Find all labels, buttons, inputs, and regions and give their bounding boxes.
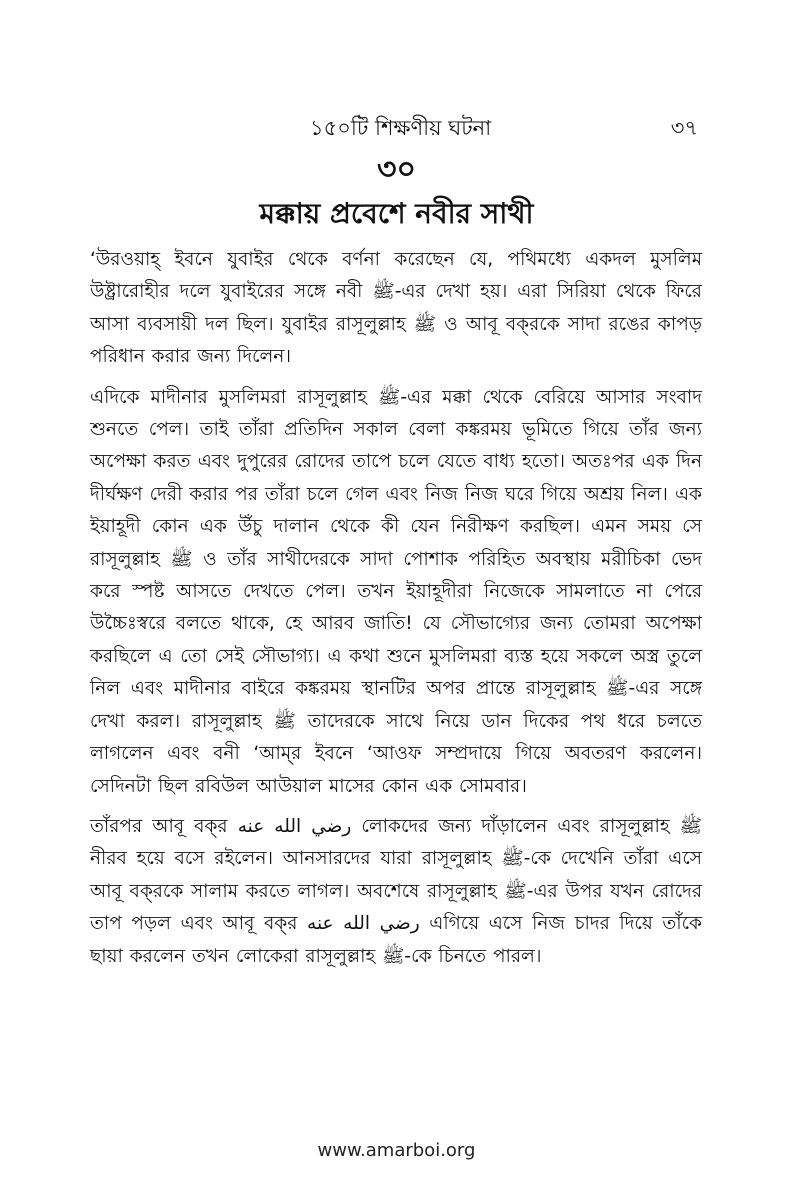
body-text [90, 244, 702, 981]
paragraph-2: এদিকে মাদীনার মুসলিমরা রাসূলুল্লাহ ﷺ-এর মক্কা থেকে বেরিয়ে আসার সংবাদ শুনতে পেল। তাই তাঁরা প্রতিদিন সকাল বেলা কঙ্করময় ভূমিতে গিয়ে তাঁর জন্য অপেক্ষা করত এবং দুপুরের রোদের তাপে চলে যেতে বাধ্য হতো। অতঃপর এক দিন দীর্ঘক্ষণ দেরী করার পর তাঁরা চলে গেল এবং নিজ নিজ ঘরে গিয়ে অশ্রয় নিল। এক ইয়াহূদী কোন এক উঁচু দালান থেকে কী যেন নিরীক্ষণ করছিল। এমন সময় সে রাসূলুল্লাহ ﷺ ও তাঁর সাথীদেরকে সাদা পোশাক পরিহিত অবস্থায় মরীচিকা ভেদ করে স্পষ্ট আসতে দেখতে পেল। তখন ইয়াহূদীরা নিজেকে সামলাতে না পেরে উচ্চৈঃস্বরে বলতে থাকে, হে আরব জাতি! যে সৌভাগ্যের জন্য তোমরা অপেক্ষা করছিলে এ তো সেই সৌভাগ্য। এ কথা শুনে মুসলিমরা ব্যস্ত হয়ে সকলে অস্ত্র তুলে নিল এবং মাদীনার বাইরে কঙ্করময় স্থানটির অপর প্রান্তে রাসূলুল্লাহ ﷺ-এর সঙ্গে দেখা করল। রাসূলুল্লাহ ﷺ তাদেরকে সাথে নিয়ে ডান দিকের পথ ধরে চলতে লাগলেন এবং বনী ‘আম্‌র ইবনে ‘আওফ সম্প্রদায়ে গিয়ে অবতরণ করলেন। সেদিনটা ছিল রবিউল আউয়াল মাসের কোন এক সোমবার। [90, 386, 703, 797]
page-number: ৩৭ [670, 116, 698, 140]
chapter-number: ৩০ [376, 152, 416, 187]
running-header-title: ১৫০টি শিক্ষণীয় ঘটনা [310, 116, 492, 140]
chapter-title: মক্কায় প্রবেশে নবীর সাথী [259, 197, 534, 230]
footer-website: www.amarboi.org [317, 1140, 476, 1161]
paragraph-1: ‘উরওয়াহ্ ইবনে যুবাইর থেকে বর্ণনা করেছেন যে, পথিমধ্যে একদল মুসলিম উষ্ট্রারোহীর দলে যুবাইরের সঙ্গে নবী ﷺ-এর দেখা হয়। এরা সিরিয়া থেকে ফিরে আসা ব্যবসায়ী দল ছিল। যুবাইর রাসূলুল্লাহ ﷺ ও আবূ বক্‌রকে সাদা রঙের কাপড় পরিধান করার জন্য দিলেন। [90, 249, 702, 368]
paragraph-3: তাঁরপর আবূ বক্‌র رضي الله عنه লোকদের জন্য দাঁড়ালেন এবং রাসূলুল্লাহ ﷺ নীরব হয়ে বসে রইলেন। আনসারদের যারা রাসূলুল্লাহ ﷺ-কে দেখেনি তাঁরা এসে আবূ বক্‌রকে সালাম করতে লাগল। অবশেষে রাসূলুল্লাহ ﷺ-এর উপর যখন রোদের তাপ পড়ল এবং আবূ বক্‌র رضي الله عنه এগিয়ে এসে নিজ চাদর দিয়ে তাঁকে ছায়া করলেন তখন লোকেরা রাসূলুল্লাহ ﷺ-কে চিনতে পারল। [90, 815, 703, 967]
